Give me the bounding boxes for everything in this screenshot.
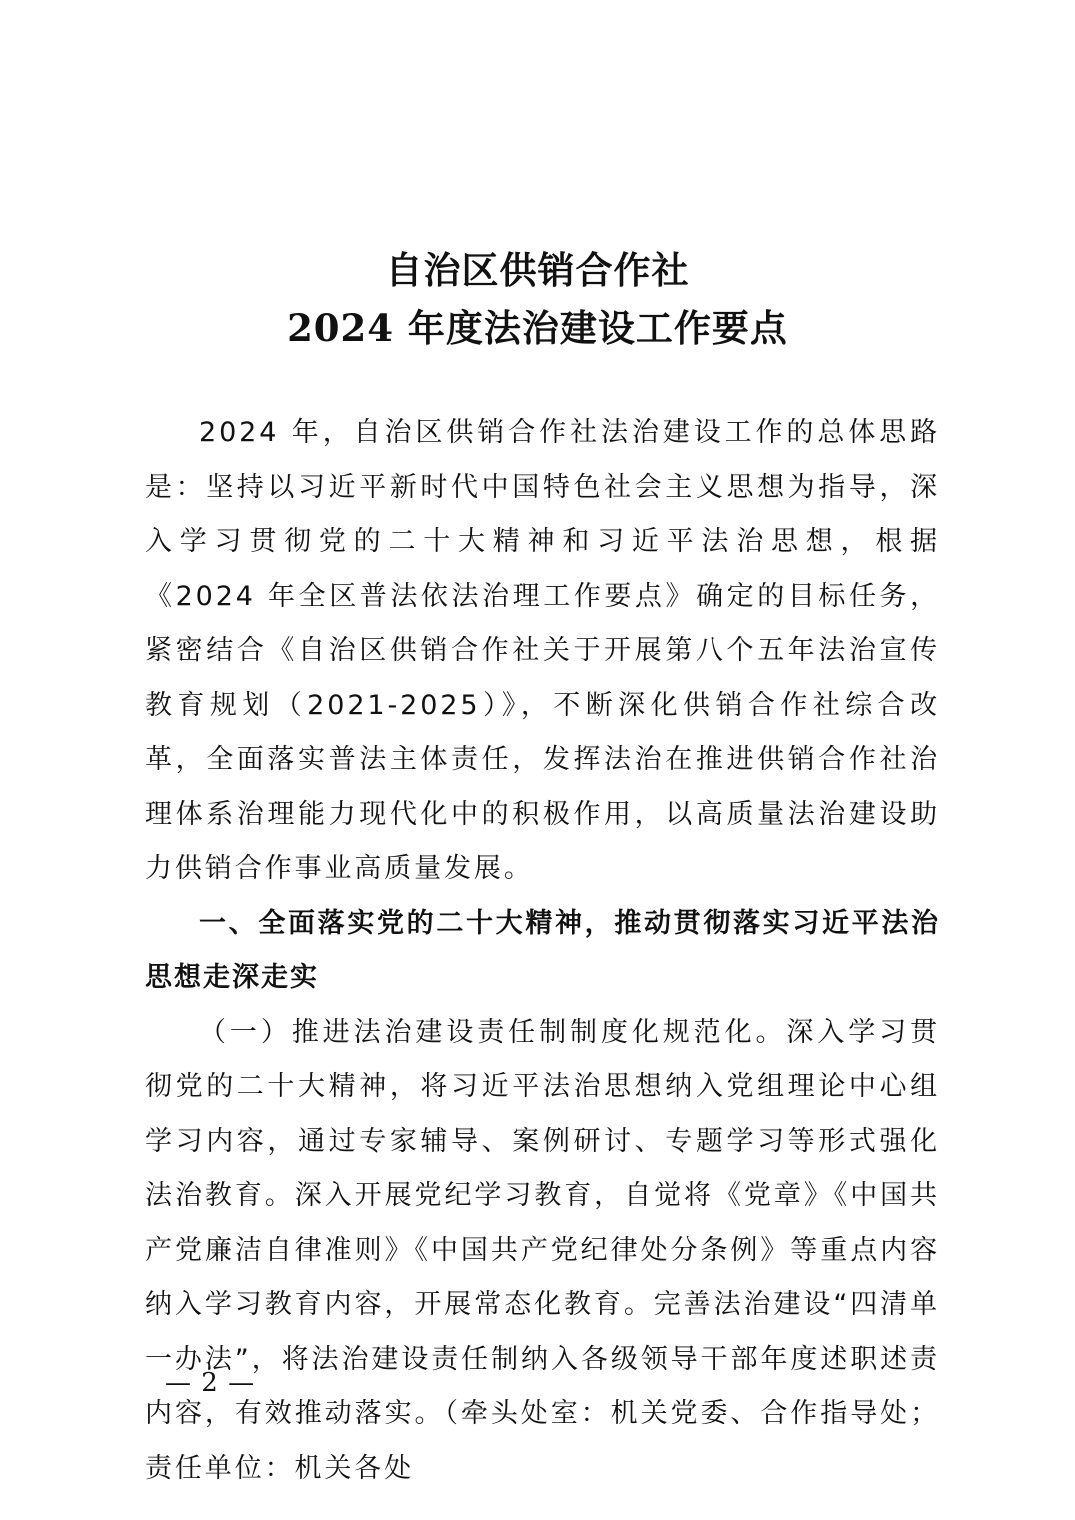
section-heading: 一、全面落实党的二十大精神，推动贯彻落实习近平法治思想走深走实 [145,907,940,993]
section-item-paragraph: （一）推进法治建设责任制制度化规范化。深入学习贯彻党的二十大精神，将习近平法治思想纳入党组理论中心组学习内容，通过专家辅导、案例研讨、专题学习等形式强化法治教育。深入开展党纪学习教育，自觉将《党章》《中国共产党廉洁自律准则》《中国共产党纪律处分条例》等重点内容纳入学习教育内容，开展常态化教育。完善法治建设“四清单一办法”，将法治建设责任制纳入各级领导干部年度述职述责内容，有效推动落实。（牵头处室：机关党委、合作指导处；责任单位：机关各处 [145,1016,940,1484]
document-title-line2: 2024 年度法治建设工作要点 [287,306,788,350]
intro-paragraph: 2024 年，自治区供销合作社法治建设工作的总体思路是：坚持以习近平新时代中国特色社会主义思想为指导，深入学习贯彻党的二十大精神和习近平法治思想，根据《2024 年全区普法依法治理工作要点》确定的目标任务，紧密结合《自治区供销合作社关于开展第八个五年法治宣传教育规划（2021-2025）》，不断深化供销合作社综合改革，全面落实普法主体责任，发挥法治在推进供销合作社治理体系治理能力现代化中的积极作用，以高质量法治建设助力供销合作事业高质量发展。 [145,417,940,884]
document-body [145,406,940,1496]
document-title-line1: 自治区供销合作社 [385,248,690,292]
page-number: — 2 — [165,1368,256,1398]
